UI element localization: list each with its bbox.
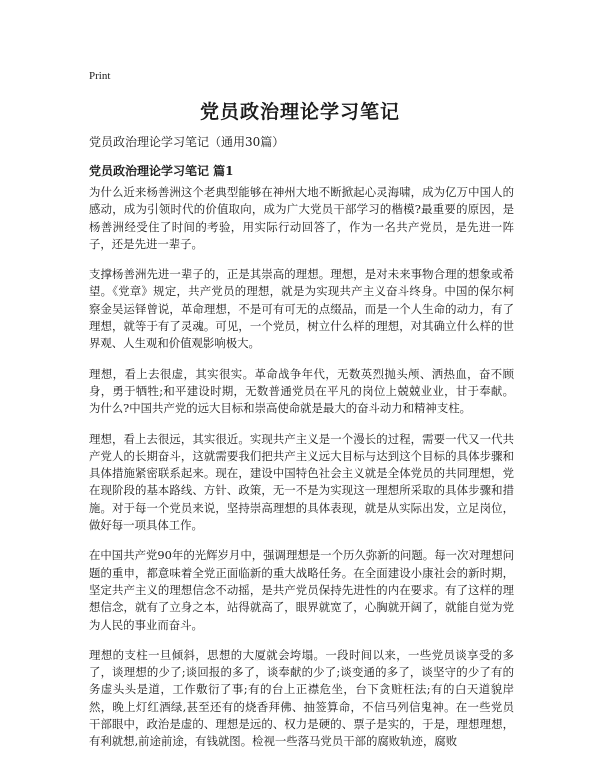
article-body — [89, 184, 514, 764]
paragraph: 理想，看上去很虚，其实很实。革命战争年代，无数英烈抛头颅、洒热血，奋不顾身，勇于牺牲;和平建设时期，无数普通党员在平凡的岗位上兢兢业业，甘于奉献。为什么?中国共产党的远大目标和崇高使命就是最大的奋斗动力和精神支柱。 — [89, 366, 514, 416]
print-link[interactable]: Print — [89, 70, 111, 82]
paragraph: 理想的支柱一旦倾斜，思想的大厦就会垮塌。一段时间以来，一些党员谈享受的多了，谈理想的少了;谈回报的多了，谈奉献的少了;谈变通的多了，谈坚守的少了有的务虚头头是道，工作敷衍了事;有的台上正襟危坐，台下贪赃枉法;有的白天道貌岸然，晚上灯红酒绿,甚至还有的烧香拜佛、抽签算命，不信马列信鬼神。在一些党员干部眼中，政治是虚的、理想是远的、权力是硬的、票子是实的，于是，理想理想，有利就想,前途前途，有钱就图。检视一些落马党员干部的腐败轨迹，腐败 — [89, 647, 514, 749]
paragraph: 支撑杨善洲先进一辈子的，正是其崇高的理想。理想，是对未来事物合理的想象或希望。《党章》规定，共产党员的理想，就是为实现共产主义奋斗终身。中国的保尔柯察金吴运铎曾说，革命理想，不是可有可无的点缀品，而是一个人生命的动力，有了理想，就等于有了灵魂。可见，一个党员，树立什么样的理想，对其确立什么样的世界观、人生观和价值观影响极大。 — [89, 267, 514, 351]
page-title: 党员政治理论学习笔记 — [199, 101, 400, 123]
document-subtitle: 党员政治理论学习笔记（通用30篇） — [89, 135, 285, 149]
paragraph: 为什么近来杨善洲这个老典型能够在神州大地不断掀起心灵海啸，成为亿万中国人的感动，成为引领时代的价值取向，成为广大党员干部学习的楷模?最重要的原因，是杨善洲经受住了时间的考验，用实际行动回答了，作为一名共产党员，是先进一阵子，还是先进一辈子。 — [89, 185, 514, 251]
paragraph: 理想，看上去很远，其实很近。实现共产主义是一个漫长的过程，需要一代又一代共产党人的长期奋斗，这就需要我们把共产主义远大目标与达到这个目标的具体步骤和具体措施紧密联系起来。现在，建设中国特色社会主义就是全体党员的共同理想，党在现阶段的基本路线、方针、政策，无一不是为实现这一理想所采取的具体步骤和措施。对于每一个党员来说，坚持崇高理想的具体表现，就是从实际出发，立足岗位，做好每一项具体工作。 — [89, 431, 514, 533]
section-heading: 党员政治理论学习笔记 篇1 — [89, 164, 234, 178]
paragraph: 在中国共产党90年的光辉岁月中，强调理想是一个历久弥新的问题。每一次对理想问题的重申，都意味着全党正面临新的重大战略任务。在全面建设小康社会的新时期，坚定共产主义的理想信念不动摇，是共产党员保持先进性的内在要求。有了这样的理想信念，就有了立身之本，站得就高了，眼界就宽了，心胸就开阔了，就能自觉为党为人民的事业而奋斗。 — [89, 548, 514, 632]
